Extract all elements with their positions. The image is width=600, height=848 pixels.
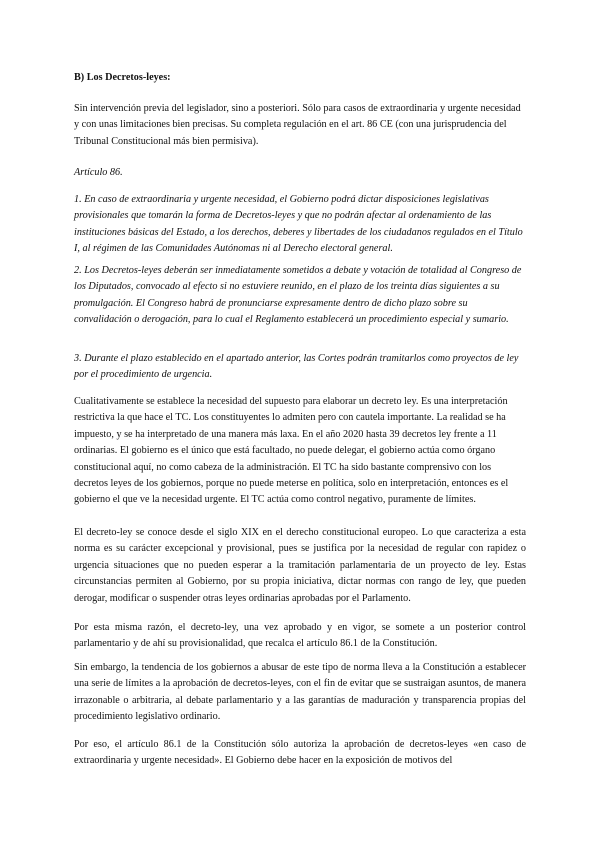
intro-paragraph: Sin intervención previa del legislador, sino a posteriori. Sólo para casos de extraordinaria y urgente necesidad y con unas limitaciones bien precisas. Su completa regulación en el art. 86 CE (con una jurisprudencia del Tribunal Constitucional más bien permisiva).	[74, 103, 521, 147]
body-paragraph-1: Cualitativamente se establece la necesidad del supuesto para elaborar un decreto ley. Es una interpretación restrictiva la que hace el TC. Los constituyentes lo admiten pero con cautela importante. La realidad se ha impuesto, y se ha interpretado de una manera más laxa. En el año 2020 hasta 39 decretos ley frente a 11 ordinarias. El gobierno es el único que está facultado, no puede delegar, el gobierno actúa como órgano constitucional aquí, no como cabeza de la administración. El TC ha sido bastante comprensivo con los decretos leyes de los gobiernos, porque no puede meterse en política, solo en interpretación, entonces es el gobierno el que ve la necesidad urgente. El TC actúa como control negativo, puramente de límites.	[74, 396, 509, 506]
article-paragraph-2: 2. Los Decretos-leyes deberán ser inmediatamente sometidos a debate y votación de totalidad al Congreso de los Diputados, convocado al efecto si no estuviere reunido, en el plazo de los treinta días siguientes a su promulgación. El Congreso habrá de pronunciarse expresamente dentro de dicho plazo sobre su convalidación o derogación, para lo cual el Reglamento establecerá un procedimiento especial y sumario.	[74, 265, 522, 326]
body-paragraph-4: Sin embargo, la tendencia de los gobiernos a abusar de este tipo de norma lleva a la Constitución a establecer una serie de límites a la aprobación de decretos-leyes, con el fin de evitar que se sustraigan asuntos, de manera irrazonable o arbitraria, al debate parlamentario y a las garantías de maduración y transparencia propias del procedimiento legislativo ordinario.	[74, 662, 526, 723]
body-paragraph-5: Por eso, el artículo 86.1 de la Constitución sólo autoriza la aprobación de decretos-leyes «en caso de extraordinaria y urgente necesidad». El Gobierno debe hacer en la exposición de motivos del	[74, 739, 526, 767]
article-paragraph-1: 1. En caso de extraordinaria y urgente necesidad, el Gobierno podrá dictar disposiciones legislativas provisionales que tomarán la forma de Decretos-leyes y que no podrán afectar al ordenamiento de las instituciones básicas del Estado, a los derechos, deberes y libertades de los ciudadanos regulados en el Título I, al régimen de las Comunidades Autónomas ni al Derecho electoral general.	[74, 194, 523, 255]
body-paragraph-3: Por esta misma razón, el decreto-ley, una vez aprobado y en vigor, se somete a un posterior control parlamentario y de ahí su provisionalidad, que recalca el artículo 86.1 de la Constitución.	[74, 622, 526, 650]
body-paragraph-2: El decreto-ley se conoce desde el siglo XIX en el derecho constitucional europeo. Lo que caracteriza a esta norma es su carácter excepcional y provisional, pues se justifica por la necesidad de regular con rapidez o urgencia situaciones que no pueden esperar a la tramitación parlamentaria de un proyecto de ley. Estas circunstancias permiten al Gobierno, por su propia iniciativa, dictar normas con rango de ley, que pueden derogar, modificar o suspender otras leyes ordinarias aprobadas por el Parlamento.	[74, 527, 526, 604]
article-title: Artículo 86.	[74, 167, 123, 178]
section-heading: B) Los Decretos-leyes:	[74, 72, 171, 83]
article-paragraph-3: 3. Durante el plazo establecido en el apartado anterior, las Cortes podrán tramitarlos como proyectos de ley por el procedimiento de urgencia.	[74, 353, 519, 381]
